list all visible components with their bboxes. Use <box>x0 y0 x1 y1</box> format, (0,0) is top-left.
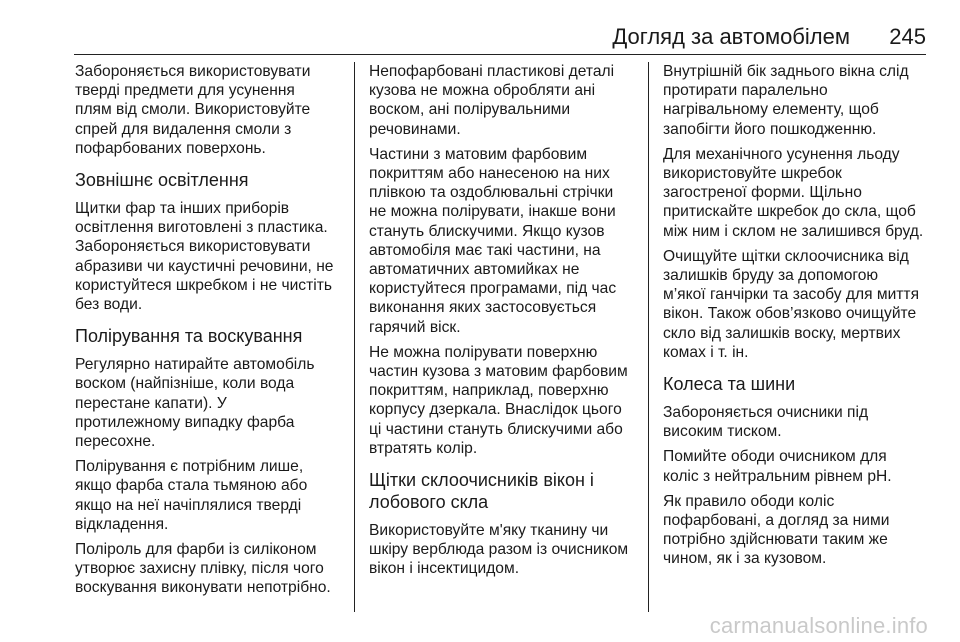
column-divider <box>354 62 355 612</box>
paragraph: Поліроль для фарби із силіконом утворює захисну плівку, після чого воскування виконувати непотрібно. <box>75 541 331 597</box>
section-heading: Полірування та воскування <box>75 326 303 347</box>
watermark: carmanualsonline.info <box>709 613 928 638</box>
paragraph: Щитки фар та інших приборів освітлення виготовлені з пластика. Забороняється використовувати абразиви чи каустичні речовини, не користуйтеся шкребком і не чистіть без води. <box>75 200 334 314</box>
page-number: 245 <box>889 24 926 49</box>
paragraph: Непофарбовані пластикові деталі кузова не можна обробляти ані воском, ані полірувальними речовинами. <box>369 63 615 138</box>
paragraph: Використовуйте м'яку тканину чи шкіру верблюда разом із очисником вікон і інсектицидом. <box>369 522 629 578</box>
paragraph: Не можна полірувати поверхню частин кузова з матовим фарбовим покриттям, наприклад, поверхню корпусу дзеркала. Внаслідок цього ці частини стануть блискучими або втратять колір. <box>369 343 628 457</box>
paragraph: Помийте ободи очисником для коліс з нейтральним рівнем pH. <box>663 448 892 485</box>
paragraph: Забороняється очисники під високим тиском. <box>663 404 869 441</box>
paragraph: Полірування є потрібним лише, якщо фарба стала тьмяною або якщо на неї начіплялися тверді відкладення. <box>75 458 308 533</box>
section-title: Догляд за автомобілем <box>612 24 850 49</box>
section-heading: Щітки склоочисників вікон і лобового скла <box>369 470 594 513</box>
column-divider <box>648 62 649 612</box>
text-column-2 <box>369 62 639 585</box>
paragraph: Регулярно натирайте автомобіль воском (найпізніше, коли вода перестане капати). У протилежному випадку фарба пересохне. <box>75 356 315 451</box>
paragraph: Внутрішній бік заднього вікна слід протирати паралельно нагрівальному елементу, щоб запобігти його пошкодженню. <box>663 63 909 138</box>
text-column-3 <box>663 62 935 575</box>
paragraph: Для механічного усунення льоду використовуйте шкребок загостреної форми. Щільно притискайте шкребок до скла, щоб між ним і склом не залишився бруд. <box>663 145 924 240</box>
paragraph: Забороняється використовувати тверді предмети для усунення плям від смоли. Використовуйте спрей для видалення смоли з пофарбованих поверхонь. <box>75 63 311 157</box>
header-divider <box>74 54 926 55</box>
text-column-1 <box>75 62 347 604</box>
page-header <box>0 0 960 58</box>
paragraph: Як правило ободи коліс пофарбовані, а догляд за ними потрібно здійснювати таким же чином, як і за кузовом. <box>663 492 890 568</box>
paragraph: Частини з матовим фарбовим покриттям або нанесеною на них плівкою та оздоблювальні стрічки не можна полірувати, інакше вони стануть блискучими. Якщо кузов автомобіля має такі частини, на автоматичних автомийках не користуйтеся програмами, під час виконання яких застосовується гарячий віск. <box>369 145 617 336</box>
paragraph: Очищуйте щітки склоочисника від залишків бруду за допомогою м’якої ганчірки та засобу для миття вікон. Також обов’язково очищуйте скло від залишків воску, мертвих комах і т. ін. <box>663 247 920 361</box>
section-heading: Колеса та шини <box>663 374 796 395</box>
section-heading: Зовнішнє освітлення <box>75 170 249 191</box>
